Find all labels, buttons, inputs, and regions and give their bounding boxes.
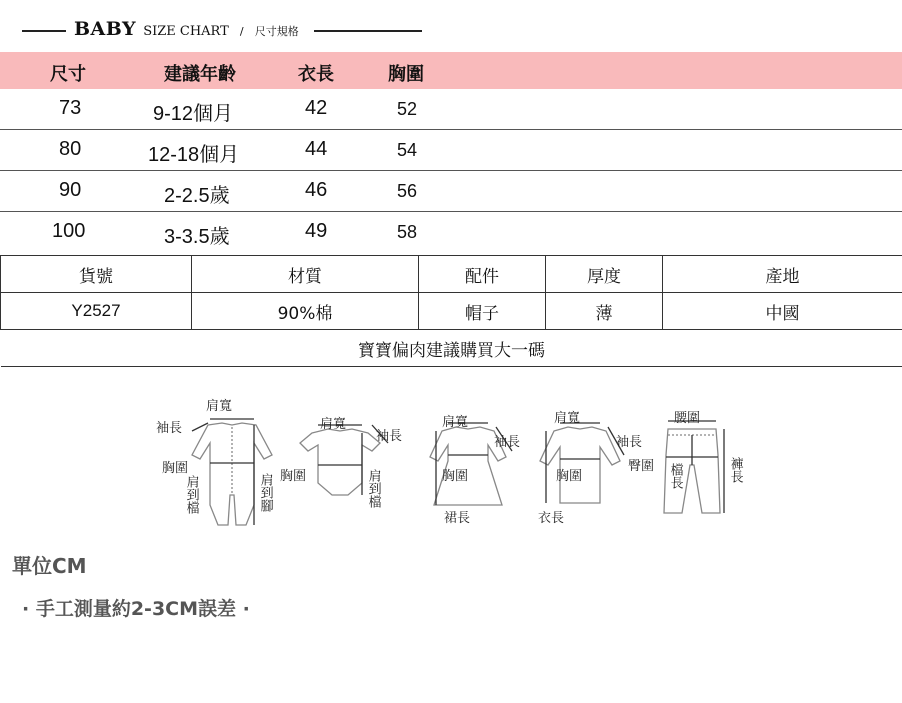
info-value-thickness: 薄 [546,293,663,330]
info-value-origin: 中國 [663,293,902,330]
pants-rise-label: 檔長 [667,463,683,489]
romper-sleeve-label: 袖長 [156,421,183,436]
cell-length: 44 [305,138,328,160]
pants-waist-label: 腰圍 [674,411,701,426]
size-chart-title [0,0,902,52]
dress-chest-label: 胸圍 [442,469,469,484]
cell-size: 90 [59,179,82,201]
cell-size: 80 [59,138,82,160]
info-value-row [1,293,902,330]
cell-chest: 52 [397,99,418,119]
pants-hip-label: 臀圍 [628,459,655,474]
title-subtitle: SIZE CHART [143,24,229,39]
cell-age: 3-3.5歲 [164,226,230,248]
header-size: 尺寸 [50,64,86,85]
top-chest-label: 胸圍 [556,469,583,484]
table-row [0,130,902,171]
info-header-origin: 產地 [663,256,902,293]
table-row [0,212,902,255]
cell-length: 42 [305,97,328,119]
bodysuit-shoulder-label: 肩寬 [320,417,347,432]
title-text [74,18,299,40]
bodysuit-shoulder-crotch-label: 肩到檔 [365,469,381,508]
info-header-code: 貨號 [1,256,192,293]
cell-chest: 54 [397,140,418,160]
bodysuit-chest-label: 胸圍 [280,469,307,484]
top-illustration [540,423,624,503]
top-length-label: 衣長 [538,511,565,526]
cell-age: 9-12個月 [153,103,234,125]
info-value-material: 90%棉 [192,293,419,330]
title-separator: / [239,25,244,38]
info-header-row [1,256,902,293]
info-value-code: Y2527 [1,293,192,330]
product-info-table [0,255,902,367]
unit-label: 單位CM [12,554,87,578]
dress-shoulder-label: 肩寬 [442,415,469,430]
measurement-error-note: · 手工測量約2-3CM誤差 · [22,598,250,620]
cell-age: 2-2.5歲 [164,185,230,207]
title-brand: BABY [74,18,137,40]
cell-age: 12-18個月 [148,144,240,166]
top-sleeve-label: 袖長 [616,435,643,450]
cell-length: 49 [305,220,328,242]
header-chest: 胸圍 [388,64,424,85]
table-row [0,89,902,130]
info-value-accessory: 帽子 [419,293,546,330]
romper-shoulder-crotch-label: 肩到檔 [183,475,199,514]
info-note-row [1,330,902,367]
info-header-thickness: 厚度 [546,256,663,293]
dress-sleeve-label: 袖長 [494,435,521,450]
romper-shoulder-foot-label: 肩到腳 [257,473,273,512]
cell-chest: 56 [397,181,418,201]
header-length: 衣長 [298,64,334,85]
bodysuit-sleeve-label: 袖長 [376,429,403,444]
header-age: 建議年齡 [164,64,236,85]
info-header-material: 材質 [192,256,419,293]
info-note: 寶寶偏肉建議購買大一碼 [1,330,902,367]
cell-length: 46 [305,179,328,201]
measurement-diagrams [150,395,750,540]
top-shoulder-label: 肩寬 [554,411,581,426]
romper-chest-label: 胸圍 [162,461,189,476]
romper-shoulder-label: 肩寬 [206,399,233,414]
dress-skirt-length-label: 裙長 [444,511,471,526]
title-line-right [314,30,422,32]
cell-size: 100 [52,220,86,242]
cell-size: 73 [59,97,82,119]
table-row [0,171,902,212]
info-header-accessory: 配件 [419,256,546,293]
title-chinese: 尺寸規格 [254,25,299,38]
title-line-left [22,30,66,32]
cell-chest: 58 [397,222,418,242]
size-table-header [0,52,902,89]
pants-length-label: 褲長 [727,457,743,483]
